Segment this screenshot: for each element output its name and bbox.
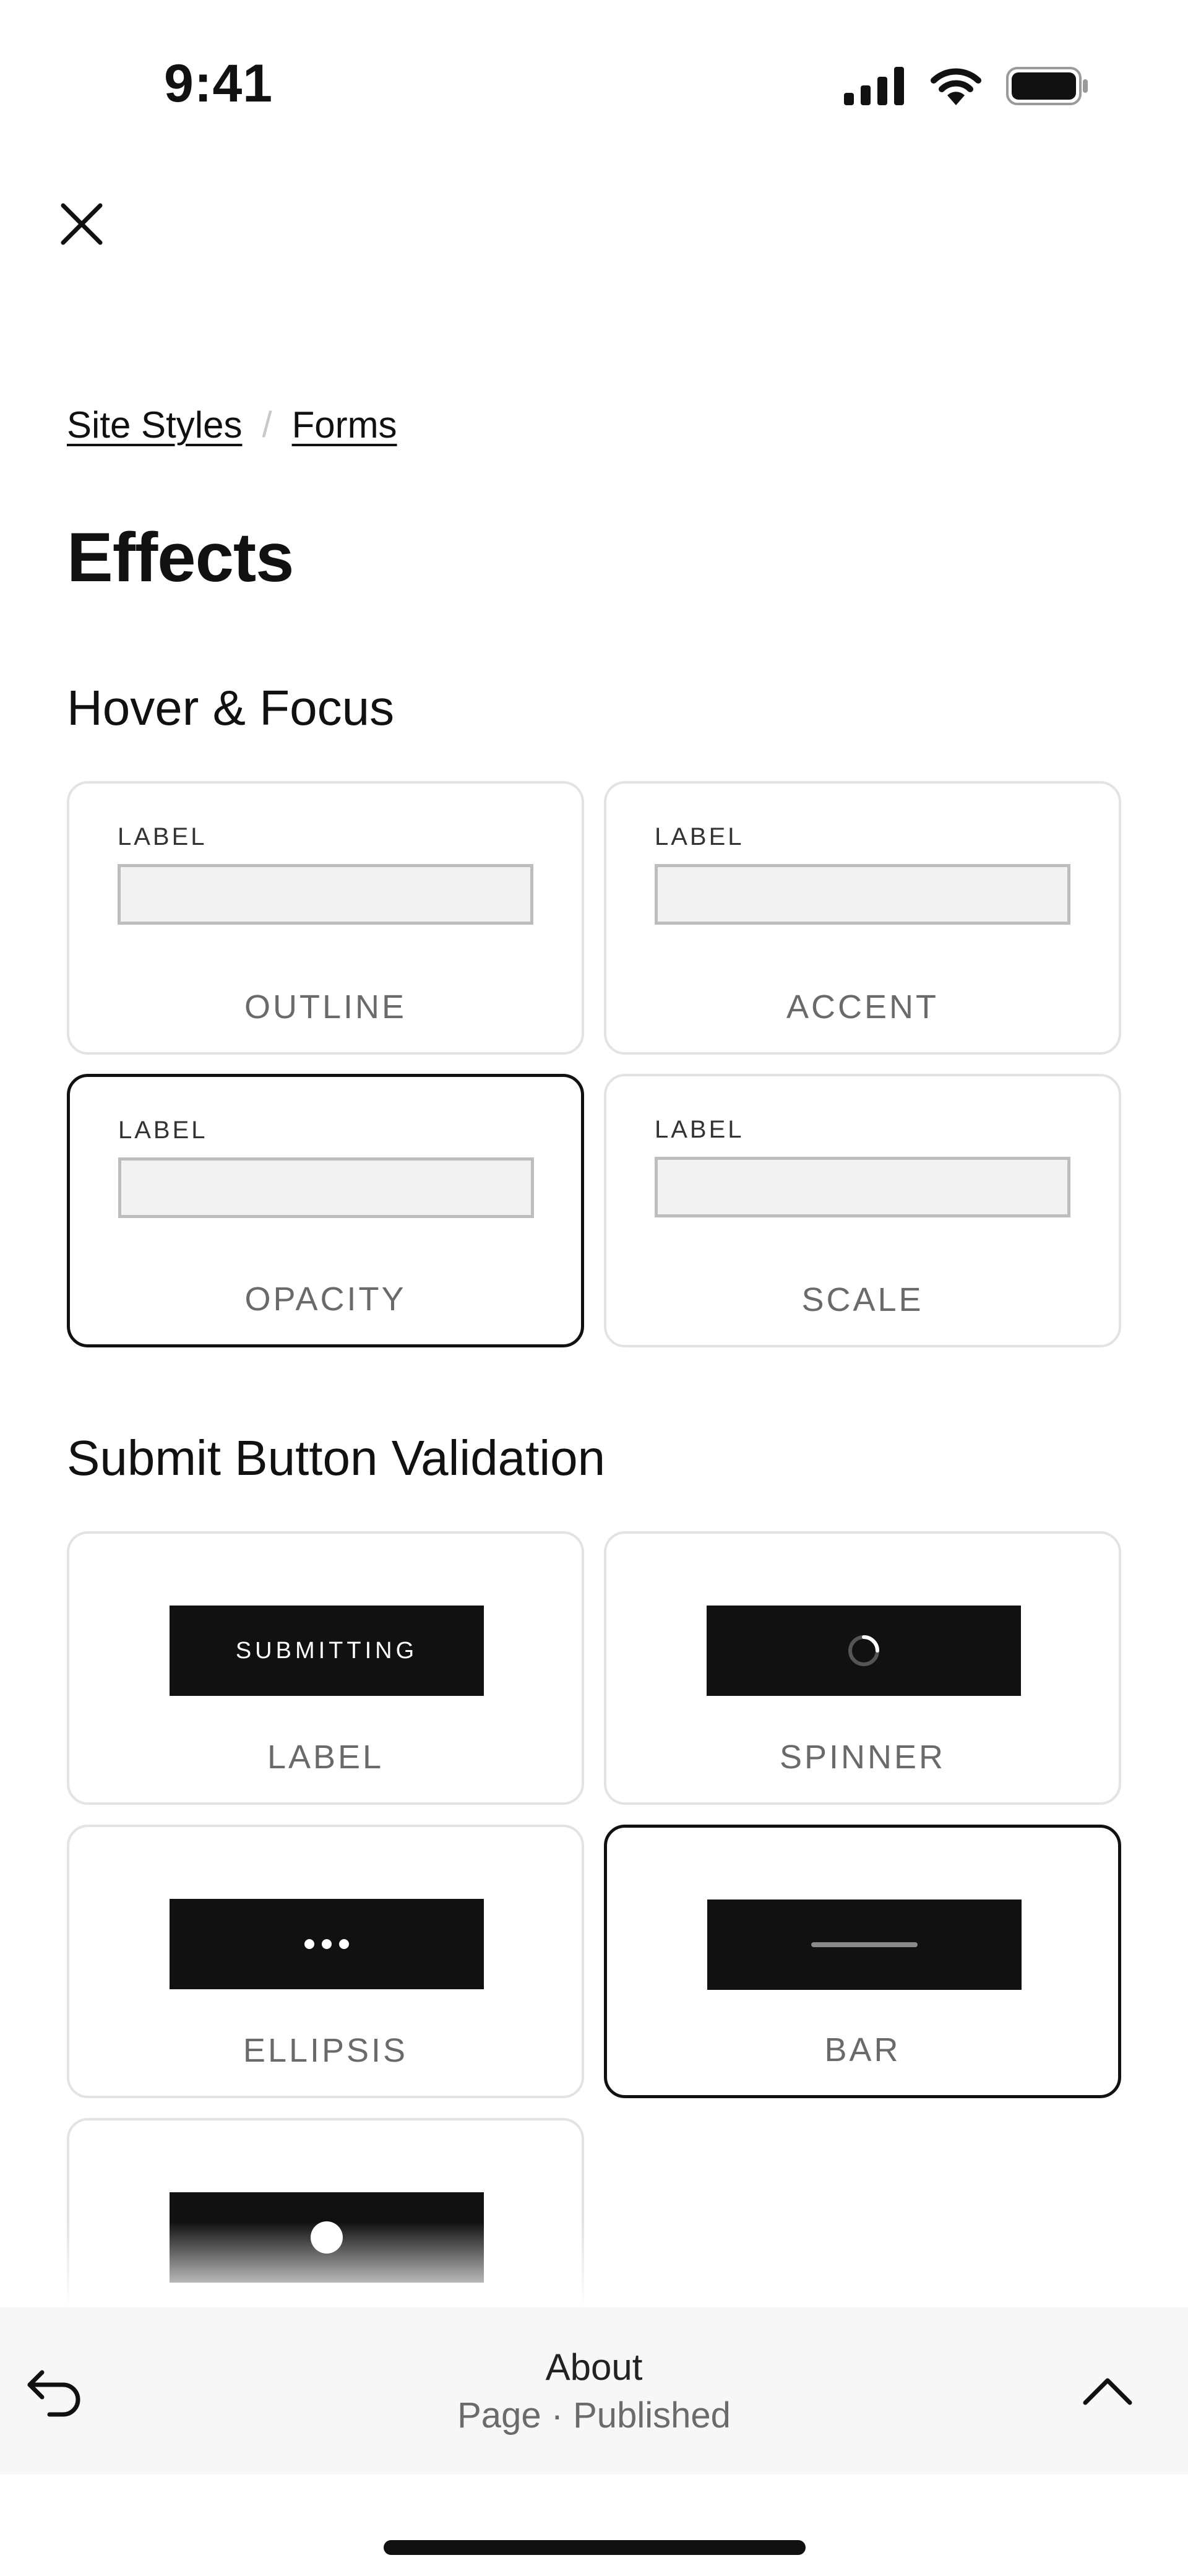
expand-button[interactable] <box>1077 2360 1138 2422</box>
page-name: About <box>545 2346 643 2388</box>
ellipsis-icon <box>302 1938 351 1950</box>
option-scale[interactable] <box>604 1074 1121 1347</box>
spinner-icon <box>846 1633 881 1668</box>
home-indicator[interactable] <box>384 2540 806 2555</box>
option-spinner[interactable] <box>604 1531 1121 1805</box>
option-name: LABEL <box>267 1739 384 1776</box>
option-name: SPINNER <box>779 1739 946 1776</box>
status-time: 9:41 <box>164 54 273 113</box>
option-bar[interactable] <box>604 1825 1121 2098</box>
option-label[interactable] <box>67 1531 584 1805</box>
option-accent[interactable] <box>604 781 1121 1055</box>
button-preview-text: SUBMITTING <box>235 1637 418 1664</box>
bottom-bar <box>0 2307 1188 2474</box>
preview-field-label: LABEL <box>118 823 207 850</box>
button-preview <box>707 1900 1022 1990</box>
preview-field <box>118 1157 534 1218</box>
preview-field-label: LABEL <box>118 1117 208 1144</box>
chevron-up-icon <box>1082 2375 1134 2406</box>
option-outline[interactable] <box>67 781 584 1055</box>
scroll-fade <box>0 2222 1188 2309</box>
page-title: Effects <box>67 519 294 596</box>
preview-field <box>655 864 1070 925</box>
button-preview <box>170 1899 484 1989</box>
option-ellipsis[interactable] <box>67 1825 584 2098</box>
hover-focus-title: Hover & Focus <box>67 680 395 735</box>
close-icon <box>59 202 104 246</box>
option-name: BAR <box>824 2031 901 2068</box>
page-info[interactable] <box>0 2343 1188 2440</box>
button-preview <box>707 1606 1021 1696</box>
preview-field <box>118 864 533 925</box>
battery-icon <box>1006 67 1089 105</box>
breadcrumb-forms[interactable]: Forms <box>291 404 397 446</box>
breadcrumb-site-styles[interactable]: Site Styles <box>67 404 243 446</box>
button-preview <box>170 1606 484 1696</box>
option-name: OUTLINE <box>244 988 407 1026</box>
breadcrumb <box>67 404 397 446</box>
status-icons <box>844 67 1089 105</box>
option-opacity[interactable] <box>67 1074 584 1347</box>
signal-icon <box>844 67 906 105</box>
option-name: SCALE <box>801 1281 924 1318</box>
submit-validation-title: Submit Button Validation <box>67 1430 606 1485</box>
preview-field-label: LABEL <box>655 823 744 850</box>
page-status: Page · Published <box>457 2395 731 2436</box>
breadcrumb-separator: / <box>262 405 272 445</box>
option-name: ACCENT <box>786 988 939 1026</box>
wifi-icon <box>929 67 983 105</box>
bar-icon <box>811 1942 918 1948</box>
option-name: ELLIPSIS <box>243 2032 408 2069</box>
preview-field <box>655 1157 1070 1217</box>
close-button[interactable] <box>57 199 106 249</box>
status-bar <box>0 0 1188 149</box>
option-name: OPACITY <box>244 1281 407 1318</box>
home-area <box>0 2474 1188 2576</box>
preview-field-label: LABEL <box>655 1116 744 1143</box>
